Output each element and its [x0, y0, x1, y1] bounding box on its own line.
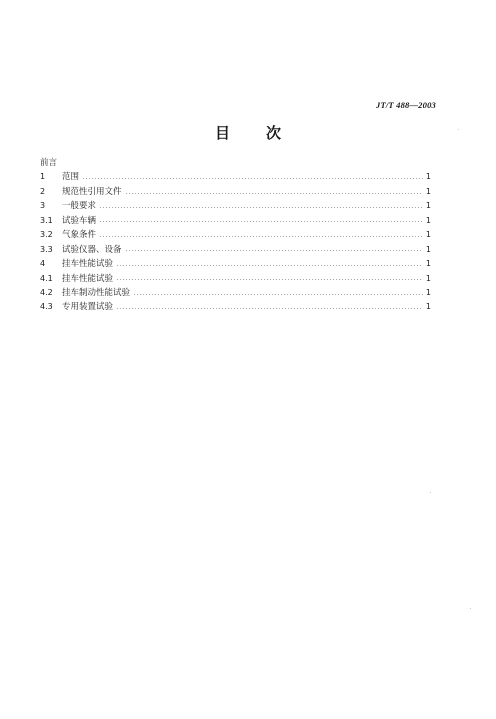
standard-code: JT/T 488—2003 [376, 100, 436, 110]
table-of-contents [40, 156, 431, 315]
toc-entry-3[interactable] [40, 199, 431, 213]
toc-entry-3-2[interactable] [40, 228, 431, 242]
toc-entry-page: 1 [425, 287, 431, 297]
toc-title-char-1: 目 [214, 124, 230, 142]
toc-entry-page: 1 [425, 230, 431, 240]
leader-dots [125, 193, 423, 194]
scan-speck [458, 129, 459, 130]
toc-entry-label: 挂车制动性能试验 [62, 287, 131, 298]
toc-entry-page: 1 [425, 215, 431, 225]
toc-entry-number: 2 [40, 186, 46, 196]
toc-entry-label: 试验仪器、设备 [62, 244, 122, 255]
toc-entry-page: 1 [425, 259, 431, 269]
leader-dots [99, 221, 423, 222]
toc-entry-3-3[interactable] [40, 243, 431, 257]
leader-dots [99, 236, 423, 237]
toc-entry-4-2[interactable] [40, 286, 431, 300]
toc-entry-label: 一般要求 [62, 201, 97, 212]
toc-entry-label: 挂车性能试验 [62, 273, 114, 284]
toc-entry-page: 1 [425, 302, 431, 312]
leader-dots [82, 178, 423, 179]
leader-dots [116, 265, 423, 266]
toc-entry-2[interactable] [40, 185, 431, 199]
toc-entry-label: 挂车性能试验 [62, 259, 114, 270]
toc-entry-page: 1 [425, 186, 431, 196]
leader-dots [125, 250, 423, 251]
toc-entry-number: 3 [40, 201, 46, 211]
leader-dots [116, 279, 423, 280]
toc-entry-label: 专用装置试验 [62, 302, 114, 313]
toc-title [0, 122, 496, 143]
toc-entry-4-1[interactable] [40, 272, 431, 286]
toc-entry-4-3[interactable] [40, 300, 431, 314]
toc-entry-label: 试验车辆 [62, 215, 97, 226]
leader-dots [116, 308, 423, 309]
toc-entry-4[interactable] [40, 257, 431, 271]
toc-entry-label: 气象条件 [62, 230, 97, 241]
toc-entry-page: 1 [425, 201, 431, 211]
toc-entry-3-1[interactable] [40, 214, 431, 228]
toc-entry-page: 1 [425, 244, 431, 254]
toc-entry-number: 4.1 [40, 273, 53, 283]
toc-entry-label: 前言 [40, 158, 58, 168]
toc-entry-label: 范围 [62, 172, 80, 183]
toc-entry-number: 4 [40, 259, 46, 269]
toc-entry-number: 3.1 [40, 215, 53, 225]
toc-entry-number: 3.3 [40, 244, 53, 254]
toc-entry-label: 规范性引用文件 [62, 186, 122, 197]
toc-entry-1[interactable] [40, 170, 431, 184]
toc-entry-number: 4.3 [40, 302, 53, 312]
toc-entry-number: 1 [40, 172, 46, 182]
toc-entry-foreword[interactable] [40, 156, 431, 170]
toc-title-char-2: 次 [266, 124, 282, 142]
toc-entry-page: 1 [425, 273, 431, 283]
leader-dots [133, 294, 423, 295]
scan-speck [470, 608, 471, 609]
toc-entry-number: 4.2 [40, 287, 53, 297]
toc-entry-page: 1 [425, 172, 431, 182]
leader-dots [99, 207, 423, 208]
toc-entry-number: 3.2 [40, 230, 53, 240]
scan-speck [430, 492, 431, 493]
